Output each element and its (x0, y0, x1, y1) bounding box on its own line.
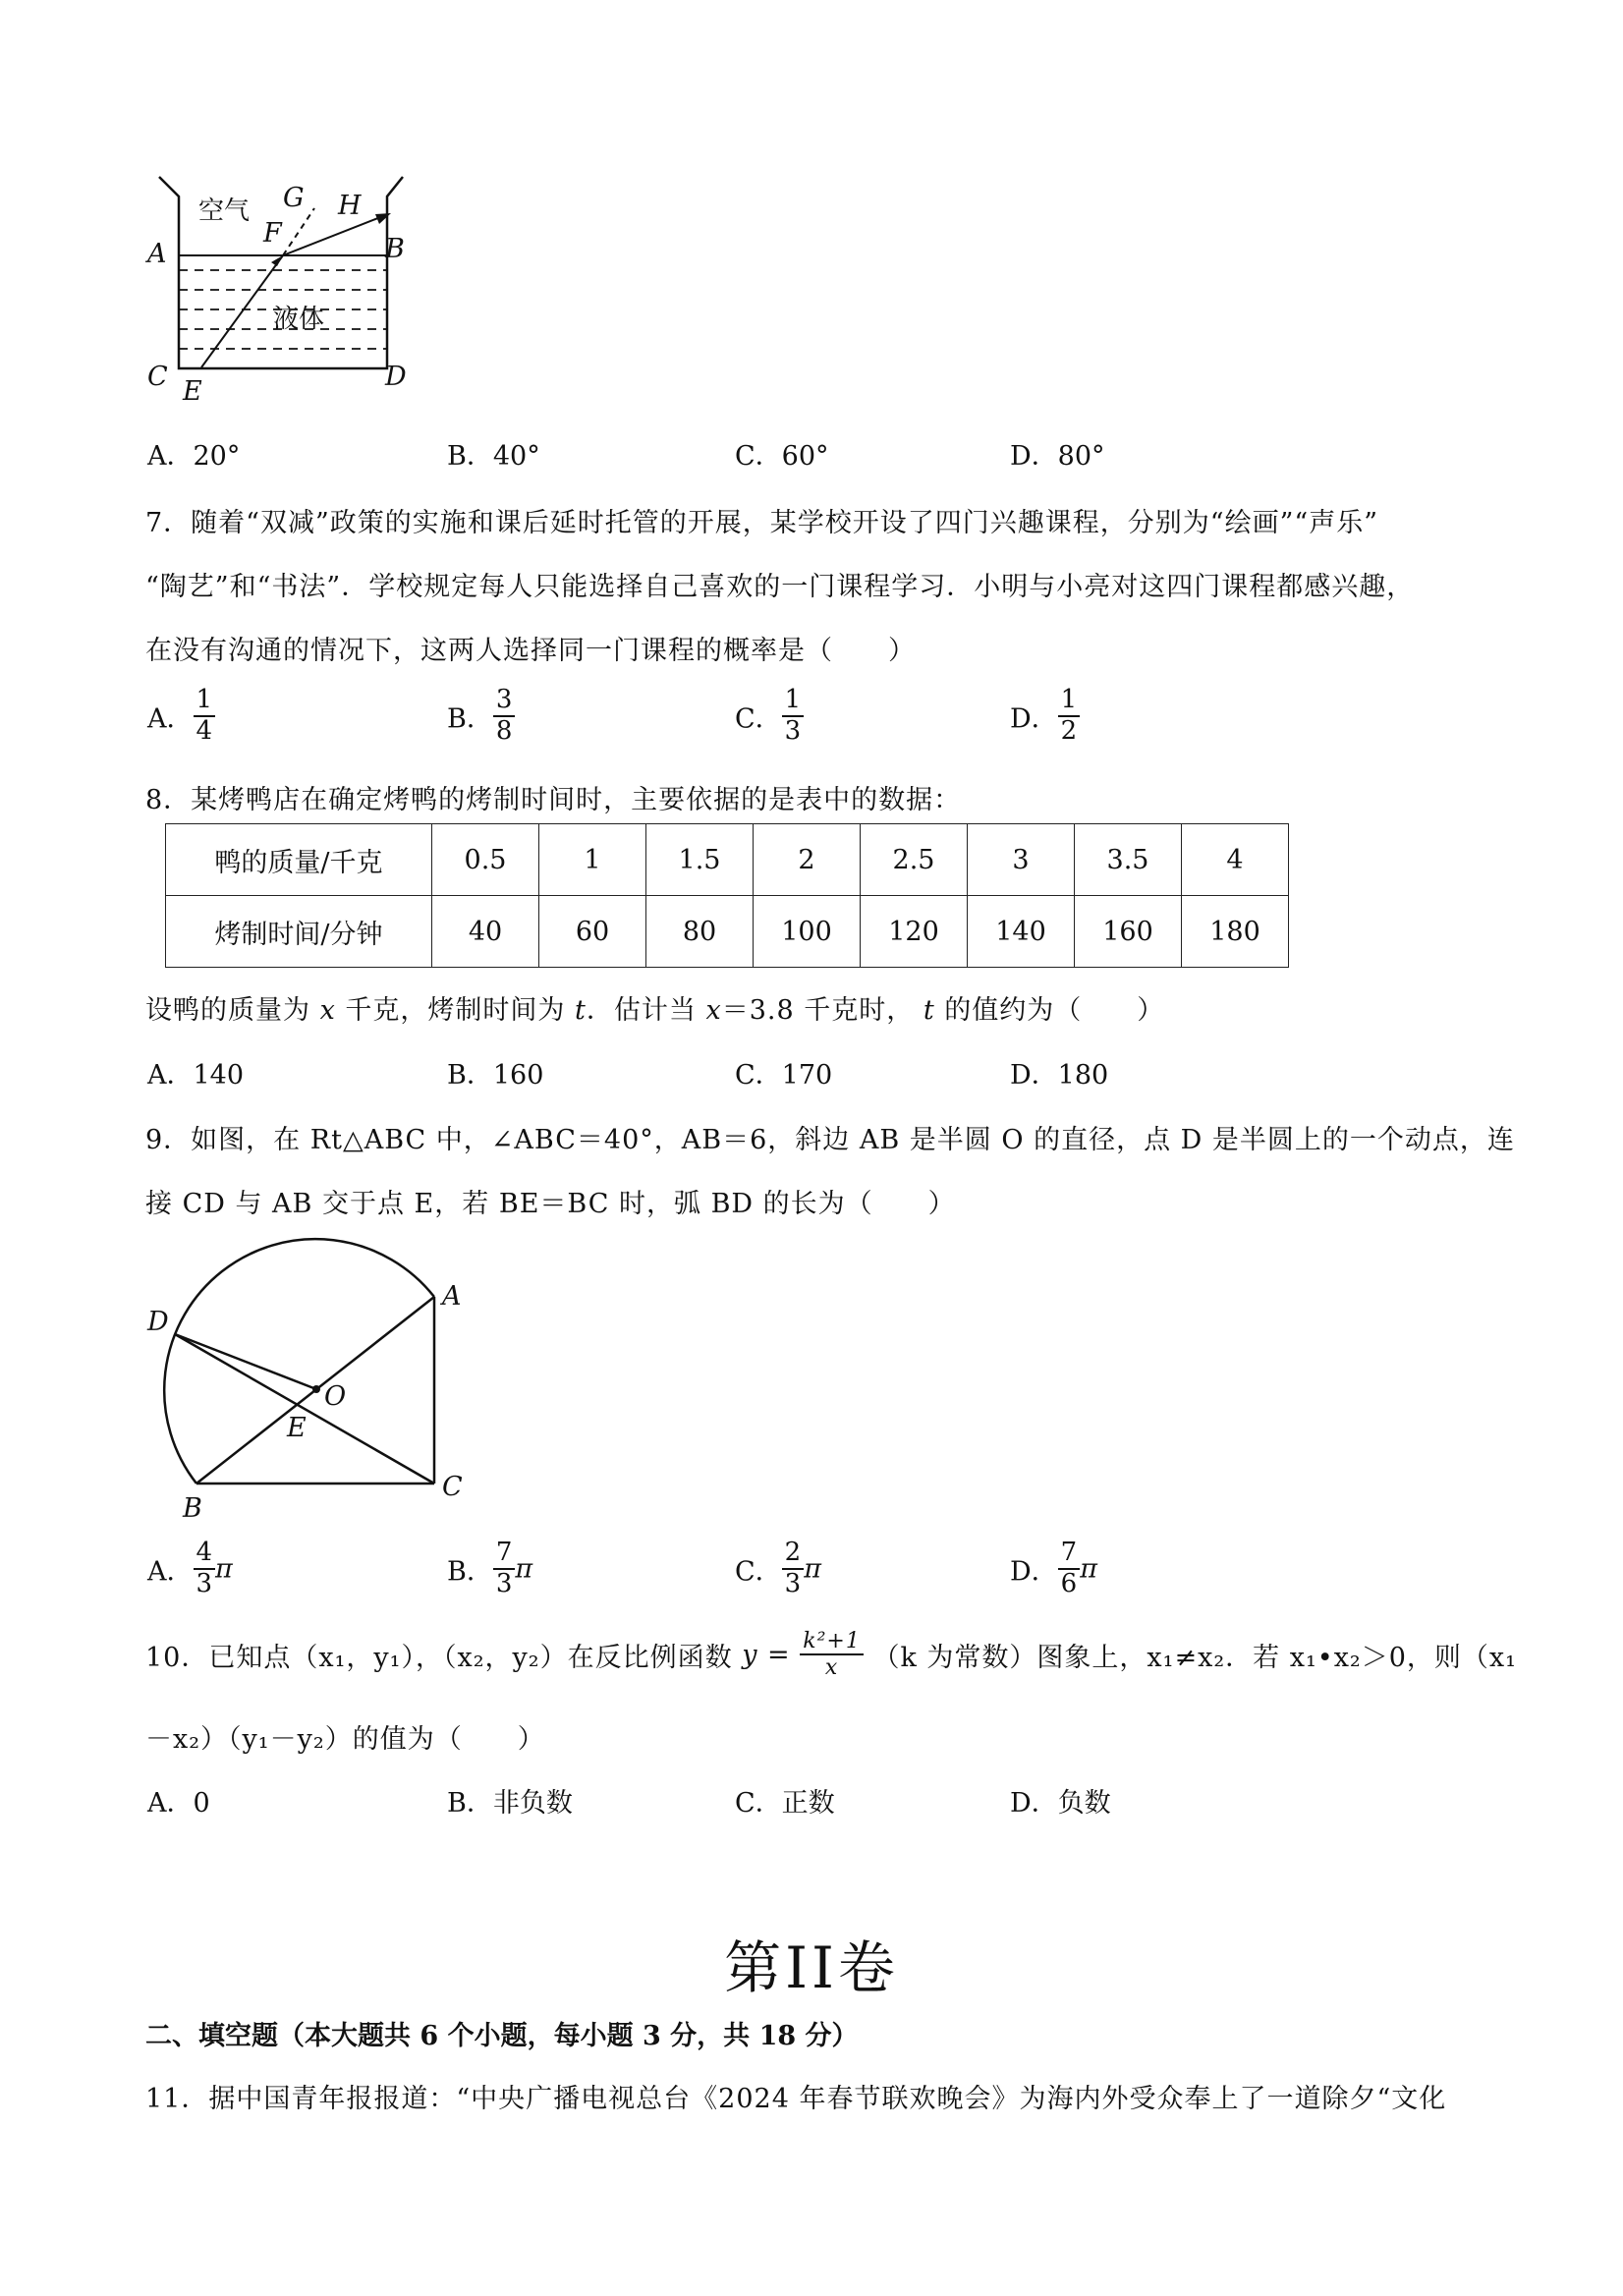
fraction: $\frac{4}{3}$ (194, 1539, 216, 1599)
fig9-label-e: E (287, 1413, 307, 1443)
q8-option-b: B．160 (447, 1060, 544, 1091)
table-cell: 2 (754, 824, 861, 896)
table-cell: 4 (1182, 824, 1289, 896)
fig1-label-a: A (147, 239, 167, 269)
table-cell: 100 (754, 896, 861, 968)
q8-line-1: 8．某烤鸭店在确定烤鸭的烤制时间时，主要依据的是表中的数据： (145, 785, 962, 815)
fig9-label-c: C (442, 1472, 463, 1502)
q8-option-c: C．170 (735, 1060, 833, 1091)
q7-option-c: C． $\frac{1}{3}$ (735, 686, 804, 747)
fig1-label-g: G (283, 183, 305, 213)
table-cell: 3.5 (1075, 824, 1182, 896)
fraction: $\frac{1}{2}$ (1058, 686, 1081, 747)
q10-option-c: C．正数 (735, 1788, 835, 1819)
q9-line-2: 接 CD 与 AB 交于点 E，若 BE＝BC 时，弧 BD 的长为（ ） (145, 1189, 956, 1219)
section-heading: 二、填空题（本大题共 6 个小题，每小题 3 分，共 18 分） (145, 2021, 859, 2051)
table-cell: 120 (861, 896, 968, 968)
q11-line-1: 11．据中国青年报报道：“中央广播电视总台《2024 年春节联欢晚会》为海内外受众奉上了一道除夕“文化 (145, 2084, 1447, 2114)
fraction: $\frac{1}{3}$ (782, 686, 805, 747)
table-header-cell: 鸭的质量/千克 (166, 824, 432, 896)
q10-option-a: A．0 (147, 1788, 210, 1819)
table-cell: 0.5 (432, 824, 539, 896)
q9-option-d: D． $\frac{7}{6}$ π (1010, 1538, 1097, 1598)
q7-option-d: D． $\frac{1}{2}$ (1010, 686, 1080, 747)
function-fraction: $\frac{\text{k²+1}}{x}$ (800, 1629, 864, 1681)
fig1-label-e: E (183, 376, 202, 407)
fig1-label-c: C (147, 362, 168, 392)
table-cell: 60 (539, 896, 646, 968)
q9-option-c: C． $\frac{2}{3}$ π (735, 1538, 821, 1598)
q9-line-1: 9．如图，在 Rt△ABC 中，∠ABC＝40°，AB＝6，斜边 AB 是半圆 O 的直径，点 D 是半圆上的一个动点，连 (145, 1125, 1515, 1155)
table-row (166, 896, 1289, 968)
fig1-label-h: H (338, 191, 362, 221)
fig1-label-air: 空气 (198, 196, 251, 226)
table-cell: 180 (1182, 896, 1289, 968)
fraction: $\frac{3}{8}$ (493, 686, 516, 747)
table-cell: 1 (539, 824, 646, 896)
table-header-cell: 烤制时间/分钟 (166, 896, 432, 968)
table-cell: 1.5 (646, 824, 754, 896)
fig1-label-f: F (263, 218, 282, 249)
q8-line-2: 设鸭的质量为 x 千克，烤制时间为 t．估计当 x＝3.8 千克时， t 的值约为（ ） (145, 995, 1165, 1026)
q6-option-c: C．60° (735, 441, 829, 472)
table-row (166, 824, 1289, 896)
fig1-label-d: D (385, 362, 407, 392)
table-cell: 3 (968, 824, 1075, 896)
q8-option-d: D．180 (1010, 1060, 1109, 1091)
q7-option-b: B． $\frac{3}{8}$ (447, 686, 515, 747)
fig9-label-d: D (147, 1307, 169, 1337)
table-cell: 160 (1075, 896, 1182, 968)
semicircle-figure (147, 1226, 481, 1511)
fig9-label-b: B (183, 1493, 202, 1524)
fig1-label-liquid: 液体 (273, 305, 325, 334)
q7-option-a: A． $\frac{1}{4}$ (147, 686, 215, 747)
q7-line-2: “陶艺”和“书法”．学校规定每人只能选择自己喜欢的一门课程学习．小明与小亮对这四门课程都感兴趣， (145, 572, 1415, 602)
fraction: $\frac{2}{3}$ (782, 1539, 805, 1599)
table-cell: 80 (646, 896, 754, 968)
q10-line-1: 10．已知点（x₁，y₁），（x₂，y₂）在反比例函数 y = $\frac{\text{k²+1}}{x}$ （k 为常数）图象上，x₁≠x₂．若 x₁•x₂＞0，则（x₁ (145, 1629, 1517, 1681)
q10-option-b: B．非负数 (447, 1788, 573, 1819)
q9-option-b: B． $\frac{7}{3}$ π (447, 1538, 533, 1598)
table-cell: 140 (968, 896, 1075, 968)
q6-option-b: B．40° (447, 441, 540, 472)
q10-option-d: D．负数 (1010, 1788, 1111, 1819)
roast-time-table (165, 823, 1289, 968)
q7-line-1: 7．随着“双减”政策的实施和课后延时托管的开展，某学校开设了四门兴趣课程，分别为“绘画”“声乐” (145, 508, 1378, 538)
q9-option-a: A． $\frac{4}{3}$ π (147, 1538, 233, 1598)
fraction: $\frac{1}{4}$ (194, 686, 216, 747)
fig1-label-b: B (385, 234, 405, 264)
q7-line-3: 在没有沟通的情况下，这两人选择同一门课程的概率是（ ） (145, 636, 916, 666)
q6-option-a: A．20° (147, 441, 241, 472)
fraction: $\frac{7}{6}$ (1058, 1539, 1081, 1599)
q8-option-a: A．140 (147, 1060, 245, 1091)
table-cell: 2.5 (861, 824, 968, 896)
table-cell: 40 (432, 896, 539, 968)
q6-option-d: D．80° (1010, 441, 1105, 472)
part-two-title: 第II卷 (724, 1934, 899, 2001)
fig9-label-o: O (324, 1381, 347, 1412)
fraction: $\frac{7}{3}$ (493, 1539, 516, 1599)
q10-line-2: －x₂）（y₁－y₂）的值为（ ） (145, 1724, 545, 1755)
fig9-label-a: A (442, 1281, 462, 1312)
